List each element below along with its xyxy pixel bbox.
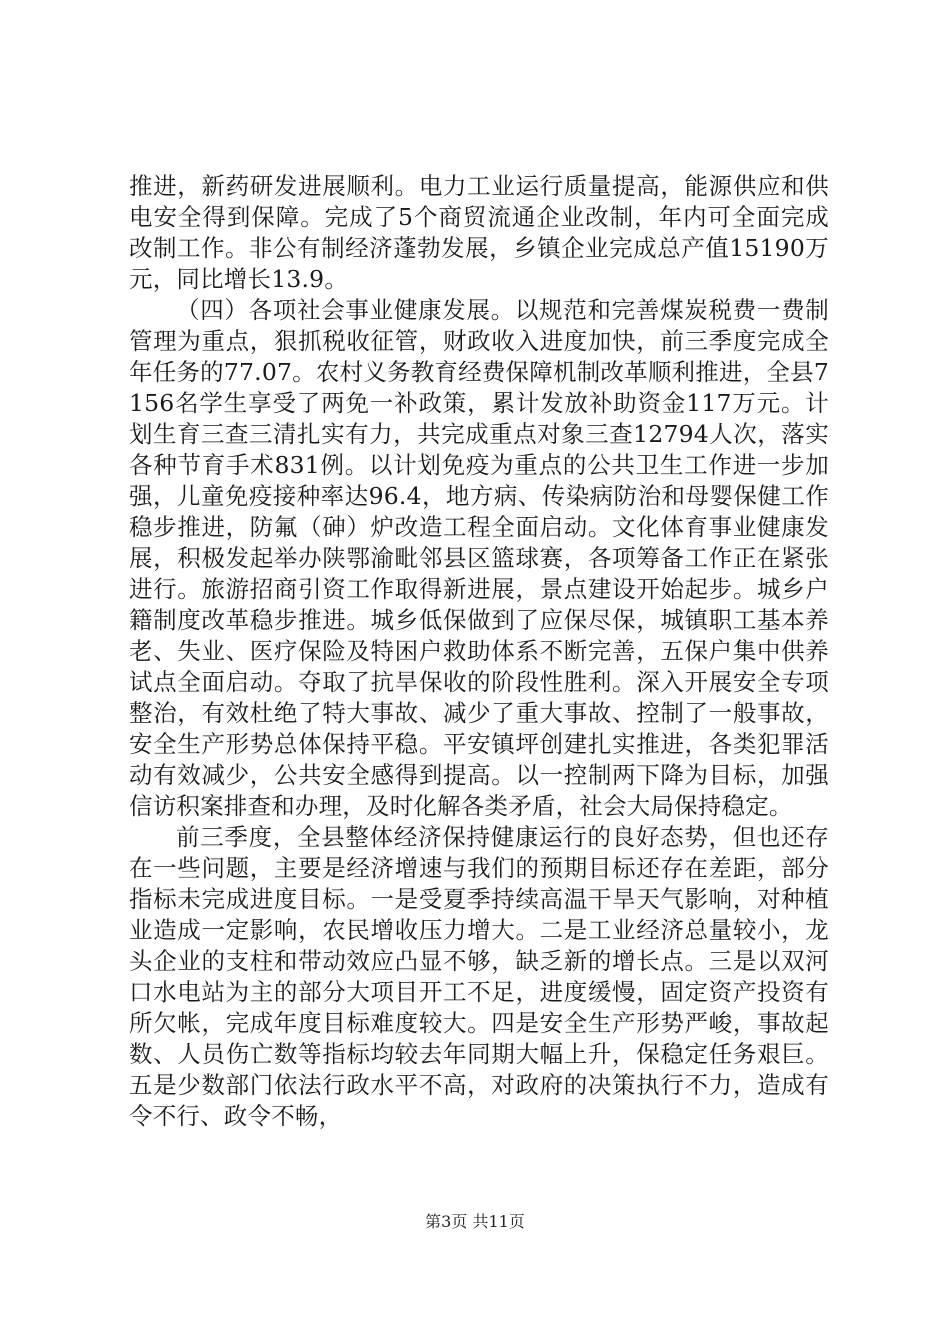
page-footer: 第3页 共11页 — [425, 1212, 525, 1231]
document-body — [129, 171, 829, 1132]
paragraph-problems: 前三季度，全县整体经济保持健康运行的良好态势，但也还存在一些问题，主要是经济增速与我们的预期目标还存在差距，部分指标未完成进度目标。一是受夏季持续高温干旱天气影响，对种植业造成一定影响，农民增收压力增大。二是工业经济总量较小，龙头企业的支柱和带动效应凸显不够，缺乏新的增长点。三是以双河口水电站为主的部分大项目开工不足，进度缓慢，固定资产投资有所欠帐，完成年度目标难度较大。四是安全生产形势严峻，事故起数、人员伤亡数等指标均较去年同期大幅上升，保稳定任务艰巨。五是少数部门依法行政水平不高，对政府的决策执行不力，造成有令不行、政令不畅， — [129, 823, 829, 1130]
paragraph-social-development: （四）各项社会事业健康发展。以规范和完善煤炭税费一费制管理为重点，狠抓税收征管，财政收入进度加快，前三季度完成全年任务的77.07。农村义务教育经费保障机制改革顺利推进，全县7156名学生享受了两免一补政策，累计发放补助资金117万元。计划生育三查三清扎实有力，共完成重点对象三查12794人次，落实各种节育手术831例。以计划免疫为重点的公共卫生工作进一步加强，儿童免疫接种率达96.4，地方病、传染病防治和母婴保健工作稳步推进，防氟（砷）炉改造工程全面启动。文化体育事业健康发展，积极发起举办陕鄂渝毗邻县区篮球赛，各项筹备工作正在紧张进行。旅游招商引资工作取得新进展，景点建设开始起步。城乡户籍制度改革稳步推进。城乡低保做到了应保尽保，城镇职工基本养老、失业、医疗保险及特困户救助体系不断完善，五保户集中供养试点全面启动。夺取了抗旱保收的阶段性胜利。深入开展安全专项整治，有效杜绝了特大事故、减少了重大事故、控制了一般事故，安全生产形势总体保持平稳。平安镇坪创建扎实推进，各类犯罪活动有效减少，公共安全感得到提高。以一控制两下降为目标，加强信访积案排查和办理，及时化解各类矛盾，社会大局保持稳定。 — [129, 296, 829, 820]
paragraph-continuation: 推进，新药研发进展顺利。电力工业运行质量提高，能源供应和供电安全得到保障。完成了5个商贸流通企业改制，年内可全面完成改制工作。非公有制经济蓬勃发展，乡镇企业完成总产值15190万元，同比增长13.9。 — [129, 172, 829, 293]
